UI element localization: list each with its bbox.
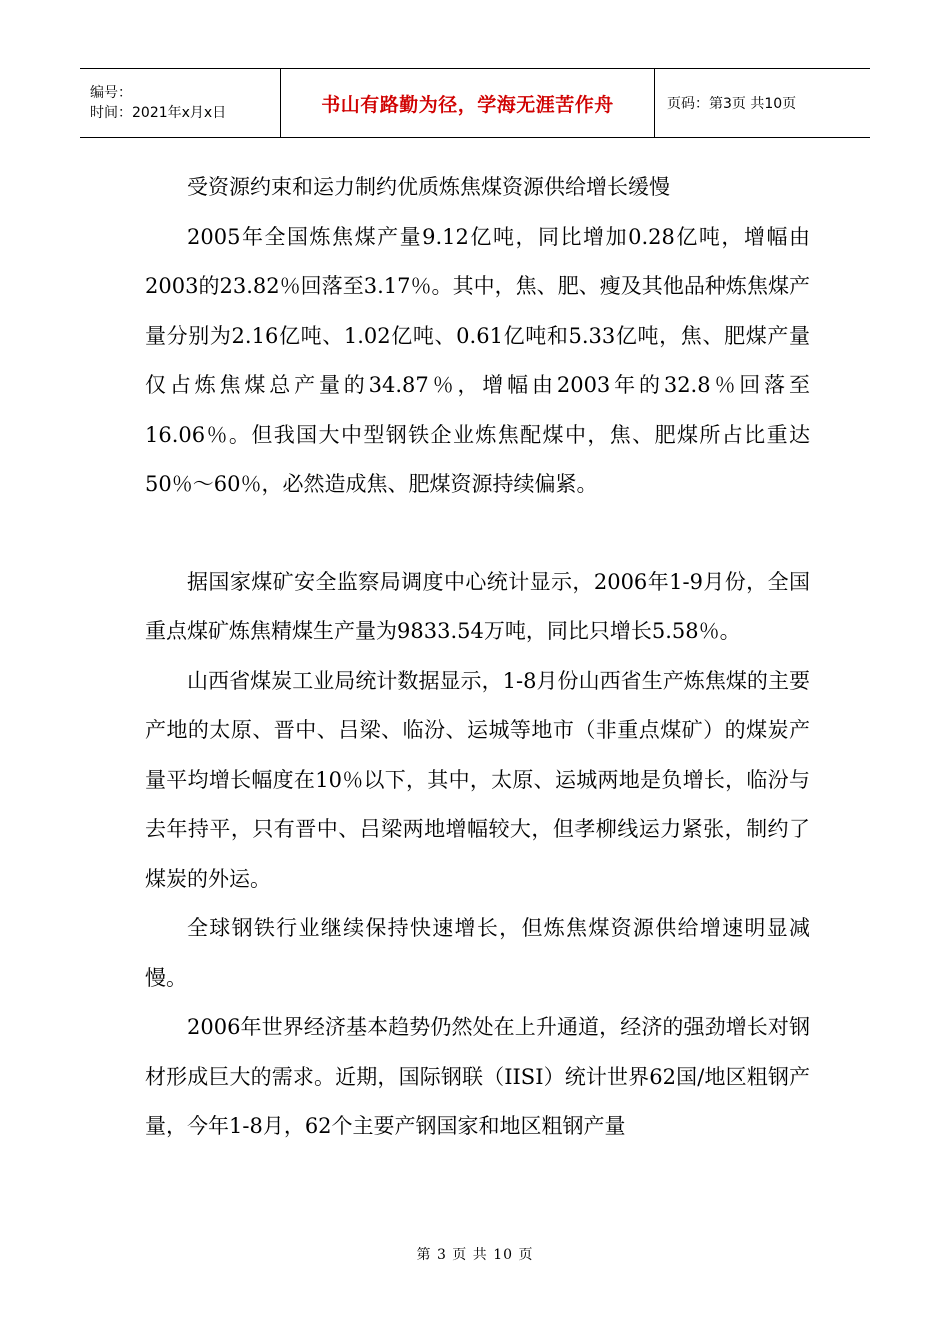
page-header: [80, 68, 870, 138]
paragraph: 2006年世界经济基本趋势仍然处在上升通道，经济的强劲增长对钢材形成巨大的需求。近期，国际钢联（IISI）统计世界62国/地区粗钢产量，今年1-8月，62个主要产钢国家和地区粗钢产量: [145, 1015, 810, 1138]
paragraph: 山西省煤炭工业局统计数据显示，1-8月份山西省生产炼焦煤的主要产地的太原、晋中、吕梁、临汾、运城等地市（非重点煤矿）的煤炭产量平均增长幅度在10％以下，其中，太原、运城两地是负增长，临汾与去年持平，只有晋中、吕梁两地增幅较大，但孝柳线运力紧张，制约了煤炭的外运。: [145, 668, 810, 891]
document-body: [145, 163, 810, 1152]
header-motto: [281, 69, 655, 137]
section-heading: 受资源约束和运力制约优质炼焦煤资源供给增长缓慢: [187, 175, 670, 199]
paragraph: 据国家煤矿安全监察局调度中心统计显示，2006年1-9月份，全国重点煤矿炼焦精煤生产量为9833.54万吨，同比只增长5.58％。: [145, 569, 810, 643]
page-info-text: 页码：第3页 共10页: [667, 96, 797, 112]
header-page-info: [655, 69, 870, 137]
paragraph-gap: [145, 510, 810, 558]
motto-text: 书山有路勤为径，学海无涯苦作舟: [321, 93, 614, 116]
header-meta: [80, 69, 281, 137]
paragraph: 全球钢铁行业继续保持快速增长，但炼焦煤资源供给增速明显减慢。: [145, 916, 810, 990]
time-label: 时间：2021年x月x日: [90, 105, 227, 121]
page-footer: [0, 1244, 950, 1264]
paragraph: 2005年全国炼焦煤产量9.12亿吨，同比增加0.28亿吨，增幅由2003的23.82％回落至3.17％。其中，焦、肥、瘦及其他品种炼焦煤产量分别为2.16亿吨、1.02亿吨、0.61亿吨和5.33亿吨，焦、肥煤产量仅占炼焦煤总产量的34.87％，增幅由2003年的32.8％回落至16.06％。但我国大中型钢铁企业炼焦配煤中，焦、肥煤所占比重达50％～60％，必然造成焦、肥煤资源持续偏紧。: [145, 224, 810, 496]
number-label: 编号：: [90, 85, 132, 101]
footer-page-number: 第 3 页 共 10 页: [416, 1247, 534, 1263]
